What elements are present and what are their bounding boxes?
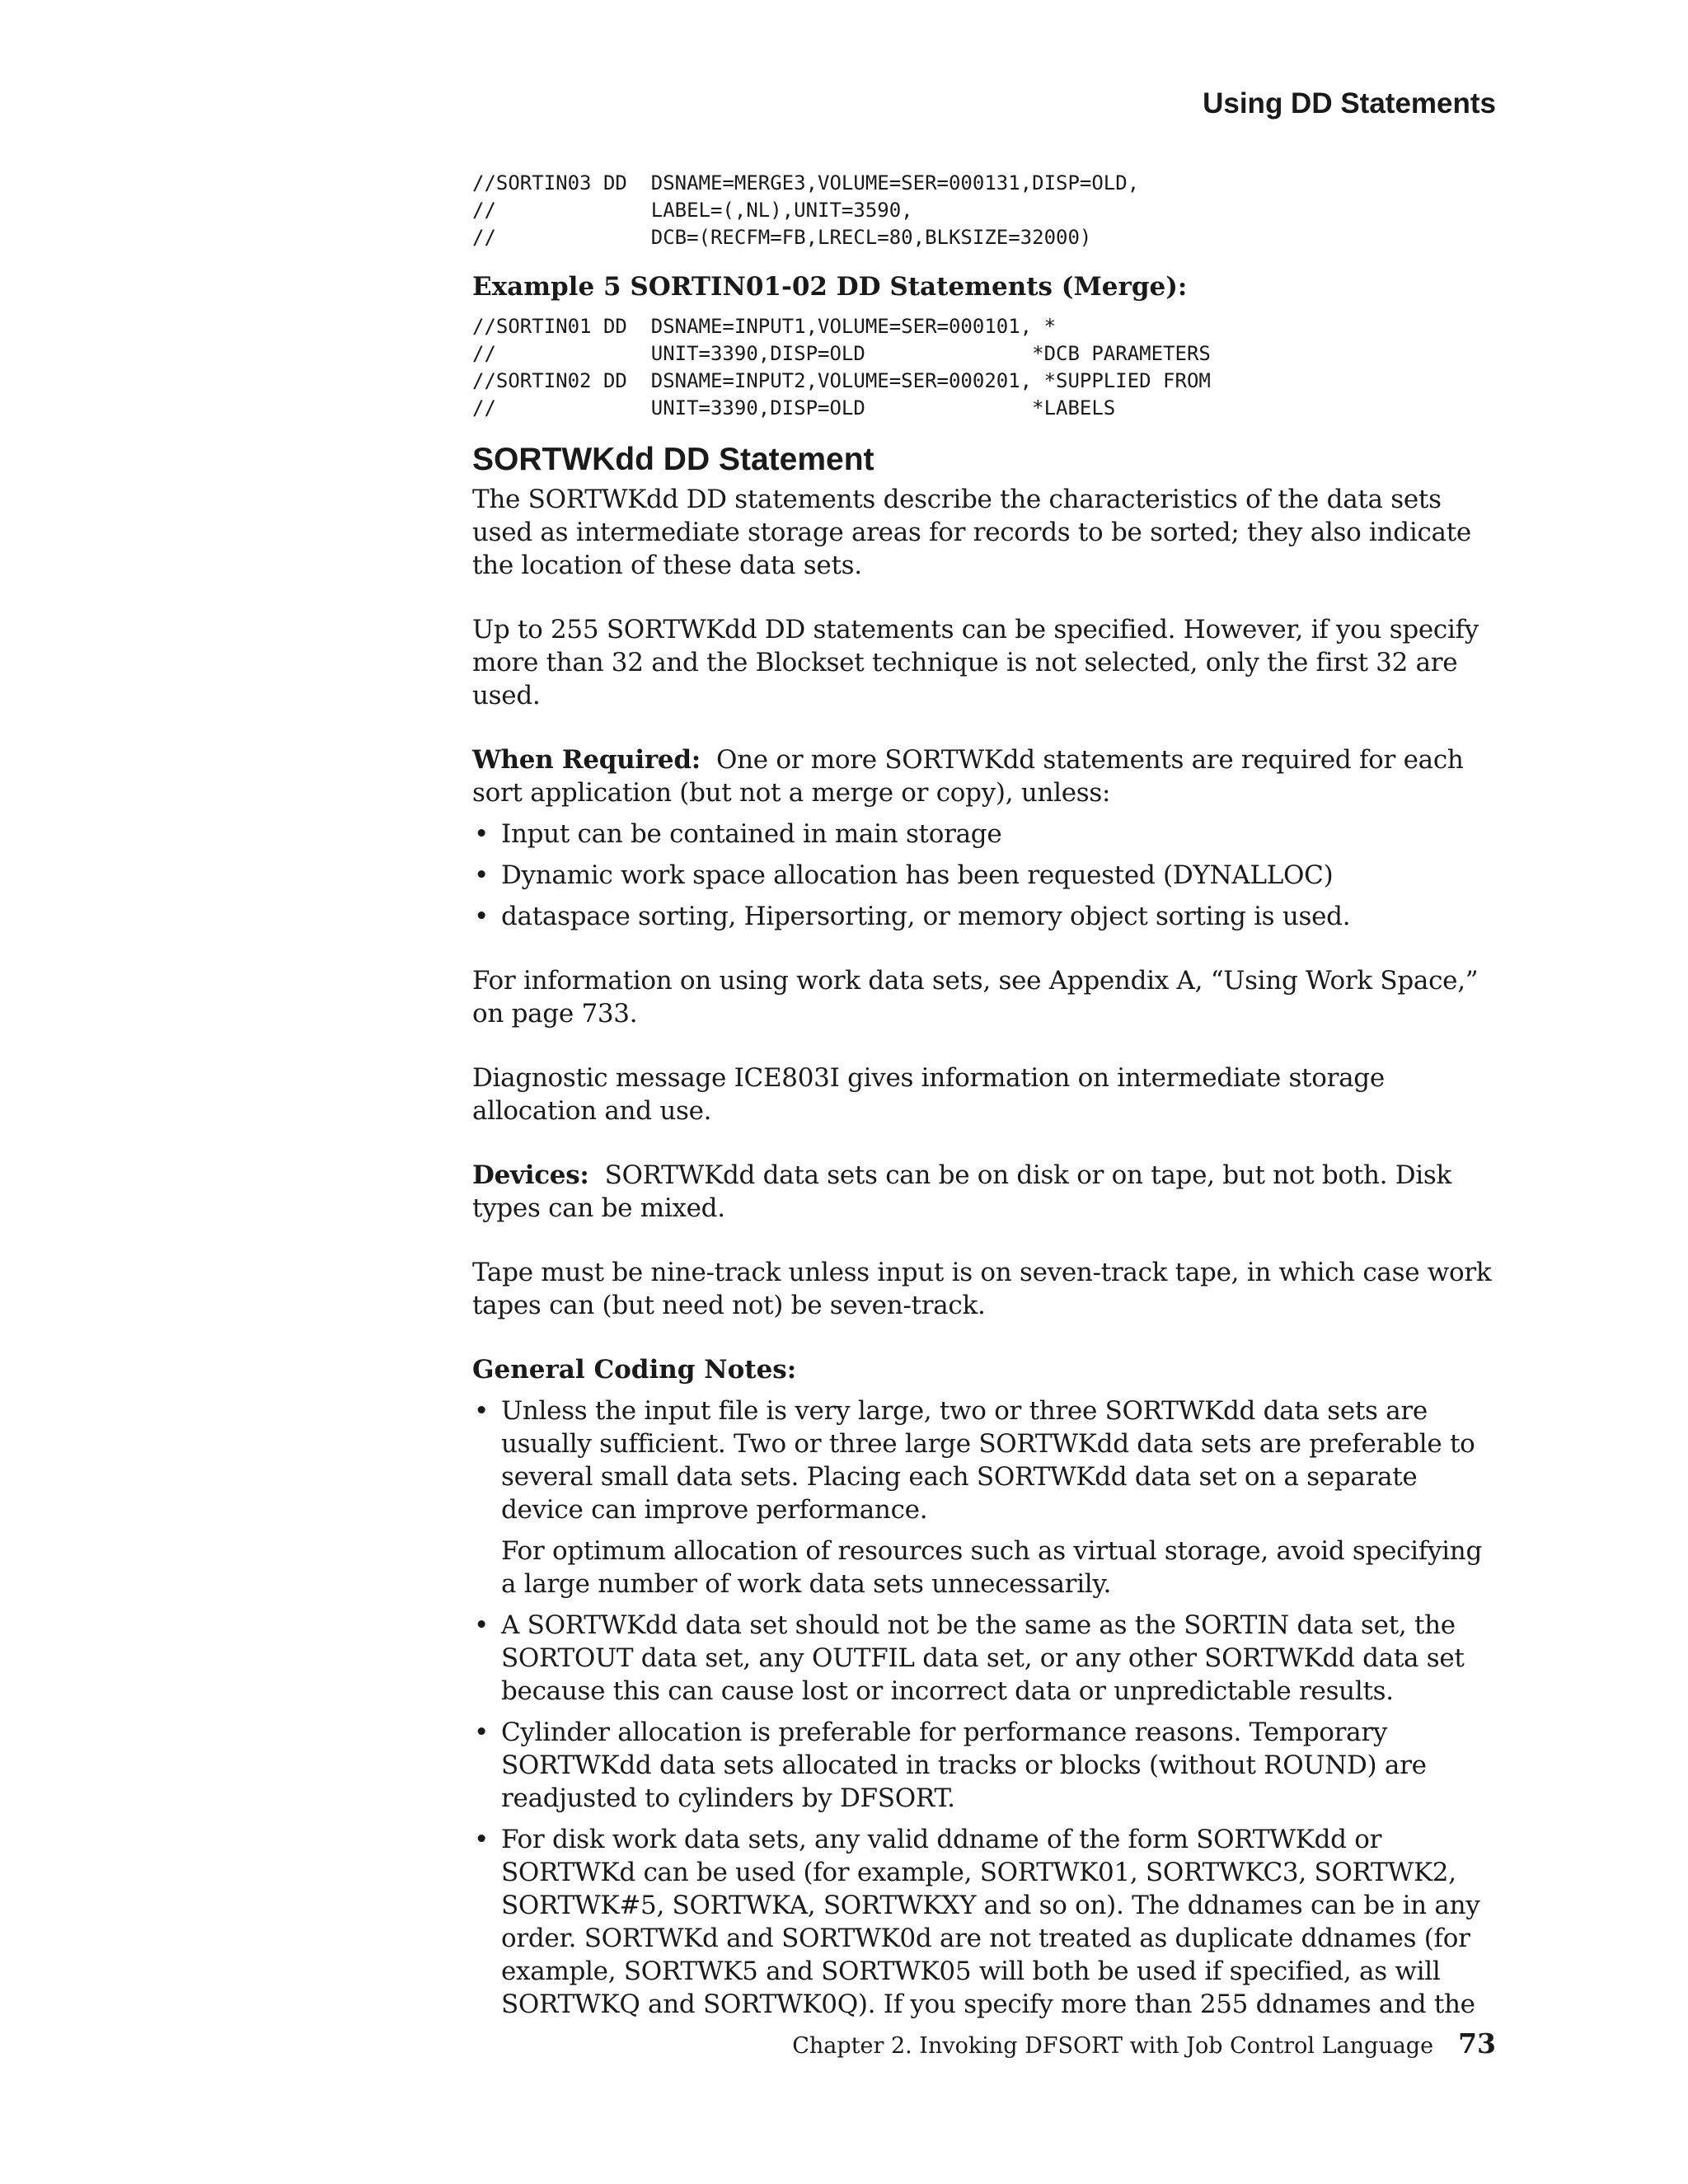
list-item bbox=[472, 818, 1503, 851]
list-item bbox=[472, 900, 1503, 933]
intro-paragraph: The SORTWKdd DD statements describe the characteristics of the data sets used as intermediate storage areas for records to be sorted; they also indicate the location of these data sets. bbox=[472, 485, 1471, 580]
devices-paragraph bbox=[472, 1159, 1503, 1225]
page-number: 73 bbox=[1458, 2027, 1496, 2060]
list-item bbox=[472, 1394, 1503, 1601]
bullet-icon: • bbox=[474, 1718, 489, 1747]
bullet-icon: • bbox=[474, 902, 489, 931]
list-item-text: Dynamic work space allocation has been requested (DYNALLOC) bbox=[501, 860, 1334, 890]
section-heading: SORTWKdd DD Statement bbox=[472, 442, 874, 477]
list-item-subparagraph: For optimum allocation of resources such as virtual storage, avoid specifying a large number of work data sets unnecessarily. bbox=[501, 1536, 1483, 1599]
bullet-icon: • bbox=[474, 860, 489, 890]
list-item-text: Input can be contained in main storage bbox=[501, 819, 1002, 849]
list-item bbox=[472, 1609, 1503, 1708]
when-required-paragraph bbox=[472, 743, 1503, 809]
diagnostic-paragraph: Diagnostic message ICE803I gives information on intermediate storage allocation and use. bbox=[472, 1063, 1385, 1126]
list-item-text: For disk work data sets, any valid ddname of the form SORTWKdd or SORTWKd can be used (for example, SORTWK01, SORTWKC3, SORTWK2, SORTWK#5, SORTWKA, SORTWKXY and so on). The ddnames can be in any order. SORTWKd and SORTWK0d are not treated as duplicate ddnames (for example, SORTWK5 and SORTWK05 will both be used if specified, as will SORTWKQ and SORTWK0Q). If you specify more than 255 ddnames and the bbox=[501, 1825, 1480, 2019]
coding-notes-heading: General Coding Notes: bbox=[472, 1355, 797, 1385]
running-head: Using DD Statements bbox=[1203, 87, 1496, 120]
coding-notes-list bbox=[472, 1394, 1503, 2021]
limit-paragraph: Up to 255 SORTWKdd DD statements can be specified. However, if you specify more than 32 and the Blockset technique is not selected, only the first 32 are used. bbox=[472, 615, 1479, 710]
list-item bbox=[472, 1716, 1503, 1815]
tape-paragraph: Tape must be nine-track unless input is on seven-track tape, in which case work tapes can (but need not) be seven-track. bbox=[472, 1258, 1492, 1320]
list-item bbox=[472, 859, 1503, 892]
footer-chapter: Chapter 2. Invoking DFSORT with Job Control Language bbox=[792, 2033, 1434, 2059]
bullet-icon: • bbox=[474, 1396, 489, 1426]
work-space-reference: For information on using work data sets, see Appendix A, “Using Work Space,” on page 733. bbox=[472, 966, 1479, 1029]
list-item-text: Unless the input file is very large, two or three SORTWKdd data sets are usually sufficient. Two or three large SORTWKdd data sets are preferable to several small data sets. Placing each SORTWKdd data set on a separate device can improve performance. bbox=[501, 1396, 1475, 1525]
when-required-text: One or more SORTWKdd statements are required for each sort application (but not a merge or copy), unless: bbox=[472, 745, 1464, 808]
devices-label: Devices: bbox=[472, 1160, 589, 1190]
devices-text: SORTWKdd data sets can be on disk or on tape, but not both. Disk types can be mixed. bbox=[472, 1160, 1452, 1223]
bullet-icon: • bbox=[474, 1610, 489, 1640]
bullet-icon: • bbox=[474, 819, 489, 849]
code-block-sortin03: //SORTIN03 DD DSNAME=MERGE3,VOLUME=SER=000131,DISP=OLD, // LABEL=(,NL),UNIT=3590, // DCB=(RECFM=FB,LRECL=80,BLKSIZE=32000) bbox=[472, 171, 1140, 249]
when-required-label: When Required: bbox=[472, 745, 701, 775]
list-item-text: A SORTWKdd data set should not be the same as the SORTIN data set, the SORTOUT data set, any OUTFIL data set, or any other SORTWKdd data set because this can cause lost or incorrect data or unpredictable results. bbox=[501, 1610, 1465, 1706]
code-block-example-5: //SORTIN01 DD DSNAME=INPUT1,VOLUME=SER=000101, * // UNIT=3390,DISP=OLD *DCB PARAMETERS //SORTIN02 DD DSNAME=INPUT2,VOLUME=SER=000201, *SUPPLIED FROM // UNIT=3390,DISP=OLD *LABELS bbox=[472, 315, 1211, 419]
list-item-text: Cylinder allocation is preferable for performance reasons. Temporary SORTWKdd data sets allocated in tracks or blocks (without ROUND) are readjusted to cylinders by DFSORT. bbox=[501, 1718, 1427, 1813]
page-footer bbox=[792, 2027, 1496, 2060]
example-5-title: Example 5 SORTIN01-02 DD Statements (Merge): bbox=[472, 272, 1188, 302]
list-item-text: dataspace sorting, Hipersorting, or memory object sorting is used. bbox=[501, 902, 1351, 931]
page-content bbox=[472, 170, 1503, 2052]
when-required-list bbox=[472, 818, 1503, 933]
bullet-icon: • bbox=[474, 1825, 489, 1854]
list-item bbox=[472, 1823, 1503, 2021]
